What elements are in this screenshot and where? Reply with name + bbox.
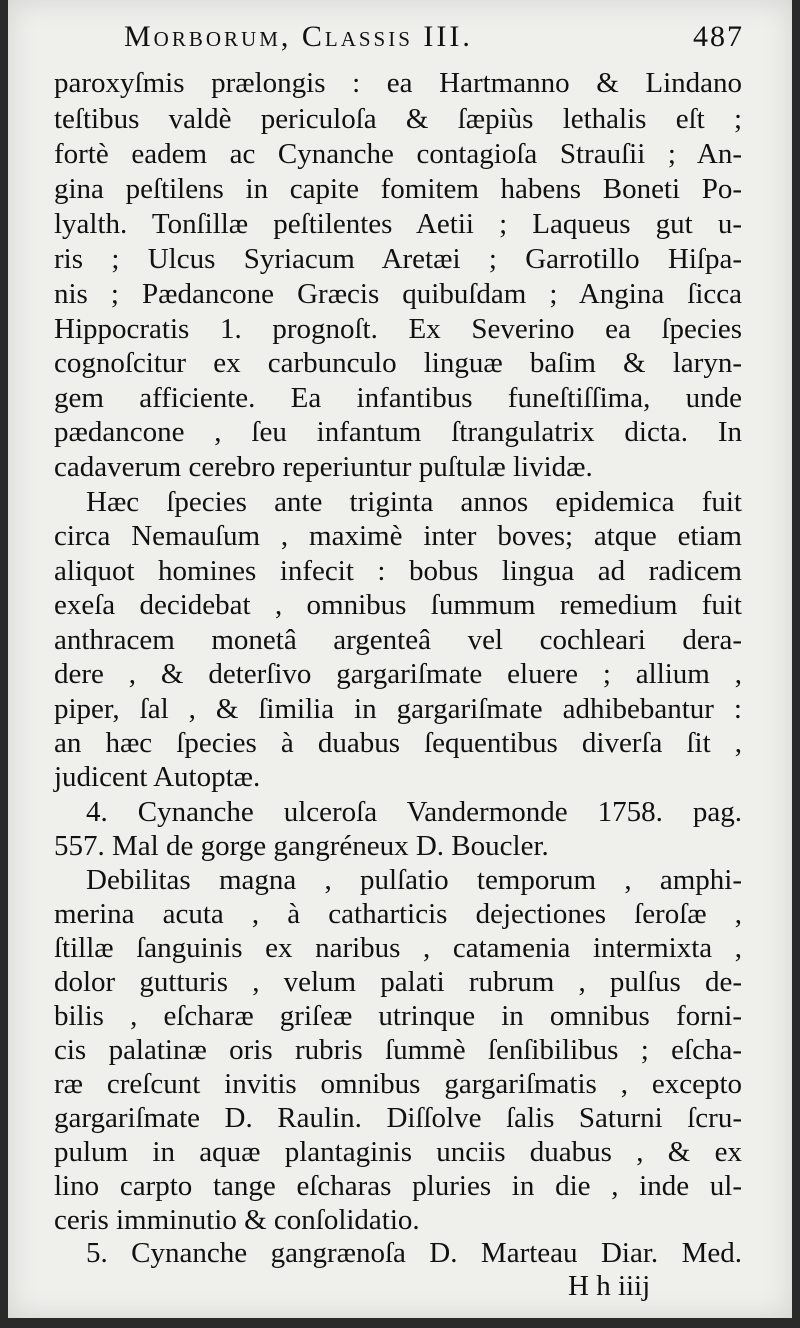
text-line: fortè eadem ac Cynanche contagioſa Strauſii ; An- xyxy=(54,138,742,170)
text-line: merina acuta , à catharticis dejectiones ſeroſæ , xyxy=(54,898,742,930)
text-line: nis ; Pædancone Græcis quibuſdam ; Angina ſicca xyxy=(54,278,742,310)
text-line: ræ creſcunt invitis omnibus gargariſmatis , excepto xyxy=(54,1068,742,1100)
text-line: ceris imminutio & conſolidatio. xyxy=(54,1204,420,1236)
text-line: cis palatinæ oris rubris ſummè ſenſibilibus ; eſcha- xyxy=(54,1034,742,1066)
text-line: dere , & deterſivo gargariſmate eluere ; allium , xyxy=(54,658,742,690)
text-line: lino carpto tange eſcharas pluries in die , inde ul- xyxy=(54,1170,742,1202)
page-number: 487 xyxy=(693,20,744,53)
signature-mark: H h iiij xyxy=(568,1270,651,1302)
text-line: exeſa decidebat , omnibus ſummum remedium fuit xyxy=(54,589,742,621)
text-line: judicent Autoptæ. xyxy=(54,761,261,793)
text-line: gargariſmate D. Raulin. Diſſolve ſalis Saturni ſcru- xyxy=(54,1102,742,1134)
text-line: teſtibus valdè periculoſa & ſæpiùs lethalis eſt ; xyxy=(54,103,742,135)
text-line: cadaverum cerebro reperiuntur puſtulæ lividæ. xyxy=(54,451,593,483)
running-header xyxy=(124,20,744,54)
text-line: bilis , eſcharæ griſeæ utrinque in omnibus forni- xyxy=(54,1000,742,1032)
text-line: cognoſcitur ex carbunculo linguæ baſim & laryn- xyxy=(54,347,742,379)
text-line: an hæc ſpecies à duabus ſequentibus diverſa ſit , xyxy=(54,727,742,759)
running-title: Morborum, Classis III. xyxy=(124,20,473,53)
text-line: ris ; Ulcus Syriacum Aretæi ; Garrotillo Hiſpa- xyxy=(54,243,742,275)
text-line: anthracem monetâ argenteâ vel cochleari dera- xyxy=(54,624,742,656)
text-line: gem afficiente. Ea infantibus funeſtiſſima, unde xyxy=(54,382,742,414)
text-line: dolor gutturis , velum palati rubrum , pulſus de- xyxy=(54,966,742,998)
text-line: gina peſtilens in capite fomitem habens Boneti Po- xyxy=(54,173,742,205)
text-line: ſtillæ ſanguinis ex naribus , catamenia intermixta , xyxy=(54,932,742,964)
section-heading: 5. Cynanche gangrænoſa D. Marteau Diar. Med. xyxy=(86,1237,742,1269)
text-line: piper, ſal , & ſimilia in gargariſmate adhibebantur : xyxy=(54,693,742,725)
text-line: pulum in aquæ plantaginis unciis duabus , & ex xyxy=(54,1136,742,1168)
text-line: Hippocratis 1. prognoſt. Ex Severino ea ſpecies xyxy=(54,313,742,345)
section-heading: 4. Cynanche ulceroſa Vandermonde 1758. pag. xyxy=(86,796,742,828)
text-line: lyalth. Tonſillæ peſtilentes Aetii ; Laqueus gut u- xyxy=(54,208,742,240)
text-line: aliquot homines infecit : bobus lingua ad radicem xyxy=(54,555,742,587)
text-line: pædancone , ſeu infantum ſtrangulatrix dicta. In xyxy=(54,416,742,448)
book-page xyxy=(8,0,792,1318)
text-line: paroxyſmis prælongis : ea Hartmanno & Lindano xyxy=(54,67,742,99)
text-line: 557. Mal de gorge gangréneux D. Boucler. xyxy=(54,830,549,862)
text-line: Hæc ſpecies ante triginta annos epidemica fuit xyxy=(86,486,742,518)
text-line: circa Nemauſum , maximè inter boves; atque etiam xyxy=(54,520,742,552)
text-line: Debilitas magna , pulſatio temporum , amphi- xyxy=(86,864,742,896)
